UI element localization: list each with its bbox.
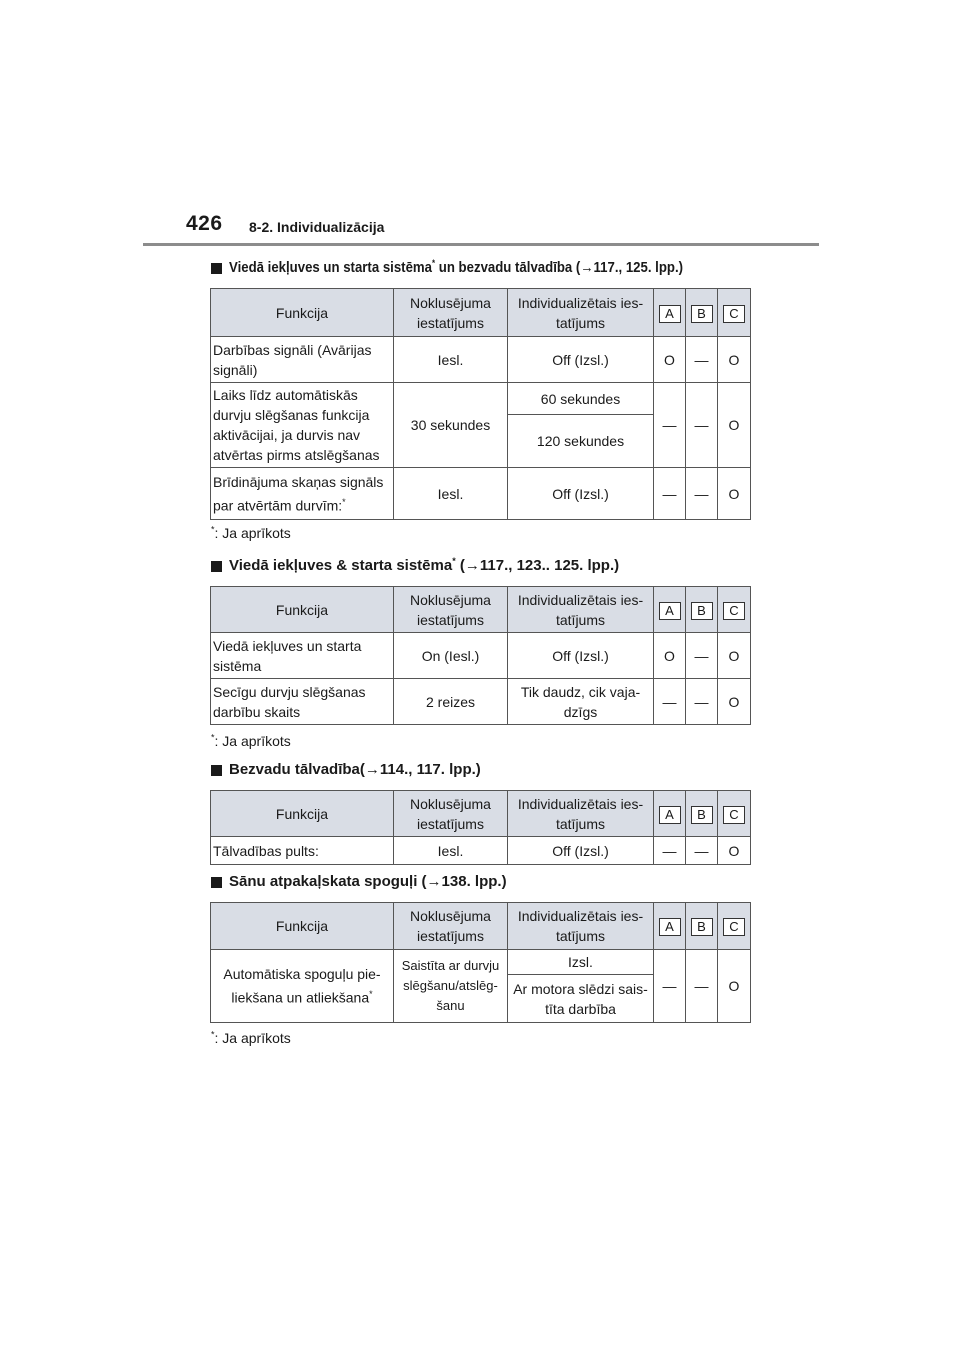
cell-a: O bbox=[654, 633, 686, 679]
function-cell: Brīdinājuma skaņas signāls par atvērtām durvīm:* bbox=[211, 468, 394, 520]
table-row bbox=[211, 383, 751, 415]
column-custom: Individualizētais ies- tatījums bbox=[508, 289, 654, 337]
column-b: B bbox=[686, 791, 718, 837]
cell-c: O bbox=[718, 468, 751, 520]
cell-b: — bbox=[686, 468, 718, 520]
settings-table-smart-entry-start bbox=[210, 586, 751, 725]
table-header-row bbox=[211, 791, 751, 837]
custom-cell: Off (Izsl.) bbox=[508, 837, 654, 865]
column-function: Funkcija bbox=[211, 587, 394, 633]
table-row bbox=[211, 468, 751, 520]
table-header-row bbox=[211, 289, 751, 337]
table-header-row bbox=[211, 587, 751, 633]
column-b: B bbox=[686, 903, 718, 950]
cell-b: — bbox=[686, 633, 718, 679]
column-default: Noklusējuma iestatījums bbox=[394, 903, 508, 950]
default-cell: On (Iesl.) bbox=[394, 633, 508, 679]
column-b: B bbox=[686, 587, 718, 633]
custom-cell: Tik daudz, cik vaja- dzīgs bbox=[508, 679, 654, 725]
column-default: Noklusējuma iestatījums bbox=[394, 791, 508, 837]
column-custom: Individualizētais ies- tatījums bbox=[508, 903, 654, 950]
custom-cell: Off (Izsl.) bbox=[508, 633, 654, 679]
cell-a: — bbox=[654, 837, 686, 865]
column-c: C bbox=[718, 903, 751, 950]
default-cell: Iesl. bbox=[394, 468, 508, 520]
cell-c: O bbox=[718, 383, 751, 468]
cell-c: O bbox=[718, 837, 751, 865]
default-cell: Iesl. bbox=[394, 337, 508, 383]
section-heading-wireless-remote: Bezvadu tālvadība(→114., 117. lpp.) bbox=[211, 761, 481, 778]
square-bullet-icon bbox=[211, 263, 222, 274]
settings-table-wireless-remote bbox=[210, 790, 751, 865]
column-c: C bbox=[718, 289, 751, 337]
column-a: A bbox=[654, 587, 686, 633]
column-function: Funkcija bbox=[211, 791, 394, 837]
square-bullet-icon bbox=[211, 765, 222, 776]
column-a: A bbox=[654, 903, 686, 950]
column-a: A bbox=[654, 791, 686, 837]
square-bullet-icon bbox=[211, 561, 222, 572]
settings-table-side-mirrors bbox=[210, 902, 751, 1023]
cell-a: — bbox=[654, 383, 686, 468]
table-row bbox=[211, 633, 751, 679]
cell-b: — bbox=[686, 383, 718, 468]
cell-a: — bbox=[654, 679, 686, 725]
cell-b: — bbox=[686, 837, 718, 865]
cell-b: — bbox=[686, 337, 718, 383]
square-bullet-icon bbox=[211, 877, 222, 888]
cell-b: — bbox=[686, 679, 718, 725]
column-c: C bbox=[718, 587, 751, 633]
table-row bbox=[211, 837, 751, 865]
section-title: 8-2. Individualizācija bbox=[249, 219, 385, 235]
custom-cell: 60 sekundes bbox=[508, 383, 654, 415]
custom-cell: Ar motora slēdzi sais- tīta darbība bbox=[508, 975, 654, 1023]
custom-cell: Off (Izsl.) bbox=[508, 468, 654, 520]
column-custom: Individualizētais ies- tatījums bbox=[508, 587, 654, 633]
cell-c: O bbox=[718, 679, 751, 725]
settings-table-smart-entry-wireless bbox=[210, 288, 751, 520]
header-divider bbox=[143, 243, 819, 246]
column-default: Noklusējuma iestatījums bbox=[394, 587, 508, 633]
column-b: B bbox=[686, 289, 718, 337]
section-heading-side-mirrors: Sānu atpakaļskata spoguļi (→138. lpp.) bbox=[211, 873, 507, 890]
custom-cell: Off (Izsl.) bbox=[508, 337, 654, 383]
cell-b: — bbox=[686, 950, 718, 1023]
custom-cell: Izsl. bbox=[508, 950, 654, 975]
cell-c: O bbox=[718, 633, 751, 679]
cell-c: O bbox=[718, 337, 751, 383]
function-cell: Automātiska spoguļu pie- liekšana un atliekšana* bbox=[211, 950, 394, 1023]
cell-c: O bbox=[718, 950, 751, 1023]
cell-a: — bbox=[654, 468, 686, 520]
function-cell: Darbības signāli (Avārijas signāli) bbox=[211, 337, 394, 383]
column-custom: Individualizētais ies- tatījums bbox=[508, 791, 654, 837]
column-function: Funkcija bbox=[211, 289, 394, 337]
function-cell: Laiks līdz automātiskās durvju slēgšanas funkcija aktivācijai, ja durvis nav atvērtas pirms atslēgšanas bbox=[211, 383, 394, 468]
column-function: Funkcija bbox=[211, 903, 394, 950]
cell-a: — bbox=[654, 950, 686, 1023]
default-cell: 30 sekundes bbox=[394, 383, 508, 468]
default-cell: 2 reizes bbox=[394, 679, 508, 725]
column-a: A bbox=[654, 289, 686, 337]
default-cell: Iesl. bbox=[394, 837, 508, 865]
section-heading-smart-entry-wireless: Viedā iekļuves un starta sistēma* un bezvadu tālvadība (→117., 125. lpp.) bbox=[211, 259, 745, 276]
table-row bbox=[211, 337, 751, 383]
table-row bbox=[211, 950, 751, 975]
function-cell: Viedā iekļuves un starta sistēma bbox=[211, 633, 394, 679]
custom-cell: 120 sekundes bbox=[508, 415, 654, 468]
column-c: C bbox=[718, 791, 751, 837]
column-default: Noklusējuma iestatījums bbox=[394, 289, 508, 337]
function-cell: Tālvadības pults: bbox=[211, 837, 394, 865]
footnote: *: Ja aprīkots bbox=[211, 1029, 291, 1046]
footnote: *: Ja aprīkots bbox=[211, 524, 291, 541]
function-cell: Secīgu durvju slēgšanas darbību skaits bbox=[211, 679, 394, 725]
table-header-row bbox=[211, 903, 751, 950]
footnote: *: Ja aprīkots bbox=[211, 732, 291, 749]
cell-a: O bbox=[654, 337, 686, 383]
table-row bbox=[211, 679, 751, 725]
default-cell: Saistīta ar durvju slēgšanu/atslēg- šanu bbox=[394, 950, 508, 1023]
section-heading-smart-entry-start: Viedā iekļuves & starta sistēma* (→117., 123.. 125. lpp.) bbox=[211, 557, 619, 574]
page-number: 426 bbox=[186, 212, 223, 235]
